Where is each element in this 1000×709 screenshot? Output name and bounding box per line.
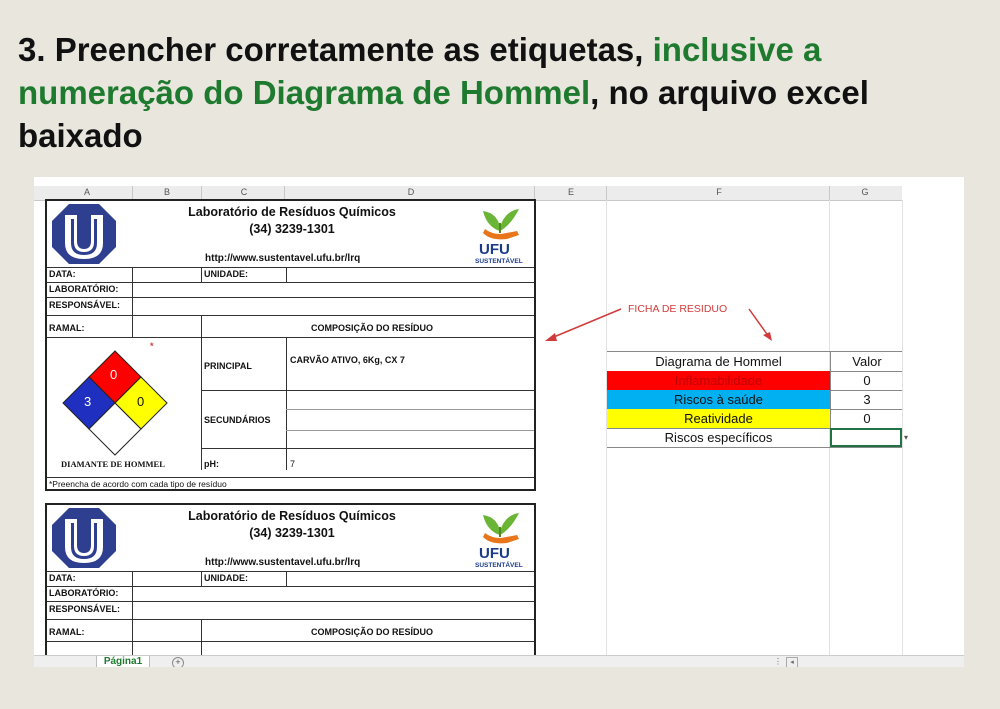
column-header-b[interactable]: B <box>163 187 170 197</box>
column-header-g[interactable]: G <box>861 187 869 197</box>
lab-phone: (34) 3239-1301 <box>249 526 335 540</box>
title-text-part2: , no arquivo excel baixado <box>18 74 869 154</box>
table-row-riscos-especificos <box>607 428 902 448</box>
add-sheet-icon[interactable]: + <box>172 657 184 667</box>
ph-value: 7 <box>290 459 296 469</box>
diamond-blue-value: 3 <box>84 394 92 409</box>
ficha-annotation: FICHA DE RESIDUO <box>628 303 728 315</box>
responsavel-label: RESPONSÁVEL: <box>49 300 121 310</box>
ufu-university-logo <box>51 507 117 569</box>
ramal-label: RAMAL: <box>49 323 85 333</box>
table-row-inflamabilidade <box>607 371 902 391</box>
ufu-logo-subtext: SUSTENTÁVEL <box>475 258 523 265</box>
dropdown-arrow-icon[interactable]: ▾ <box>904 433 909 442</box>
hommel-diamond <box>59 349 174 459</box>
excel-screenshot <box>34 177 964 667</box>
composicao-header: COMPOSIÇÃO DO RESÍDUO <box>310 627 433 637</box>
scroll-dots-icon[interactable]: ⋮ <box>774 657 782 666</box>
lab-url: http://www.sustentavel.ufu.br/lrq <box>205 557 361 568</box>
ufu-logo-subtext: SUSTENTÁVEL <box>475 562 523 569</box>
leaf-hand-icon <box>477 507 523 547</box>
diamond-red-value: 0 <box>110 367 118 382</box>
waste-label-2 <box>45 503 536 663</box>
ufu-logo-text: UFU <box>479 241 510 258</box>
title-text-part1: 3. Preencher corretamente as etiquetas, <box>18 31 653 68</box>
header-valor: Valor <box>830 352 903 371</box>
diamante-label: DIAMANTE DE HOMMEL <box>61 459 165 469</box>
waste-label-1 <box>45 199 536 491</box>
selected-cell-value[interactable] <box>830 428 902 447</box>
diamond-yellow-value: 0 <box>137 394 145 409</box>
laboratorio-label: LABORATÓRIO: <box>49 588 119 598</box>
row-value[interactable]: 0 <box>830 409 903 428</box>
row-value[interactable]: 0 <box>830 371 903 390</box>
data-label: DATA: <box>49 269 76 279</box>
lab-name: Laboratório de Resíduos Químicos <box>188 509 396 523</box>
principal-value: CARVÃO ATIVO, 6Kg, CX 7 <box>290 355 405 365</box>
column-header-f[interactable]: F <box>716 187 722 197</box>
laboratorio-label: LABORATÓRIO: <box>49 284 119 294</box>
row-label[interactable]: Inflamabilidade <box>607 371 830 390</box>
principal-label: PRINCIPAL <box>204 361 252 371</box>
ufu-logo-text: UFU <box>479 545 510 562</box>
title-text-green: inclusive a numeração do Diagrama de Hommel <box>18 31 822 111</box>
ufu-university-logo <box>51 203 117 265</box>
column-header-e[interactable]: E <box>567 187 574 197</box>
secundarios-label: SECUNDÁRIOS <box>204 415 271 425</box>
header-diagrama: Diagrama de Hommel <box>655 354 782 369</box>
row-value[interactable]: 3 <box>830 390 903 409</box>
table-row-riscos-saude <box>607 390 902 410</box>
composicao-header: COMPOSIÇÃO DO RESÍDUO <box>310 323 433 333</box>
hommel-table-header <box>607 351 902 372</box>
row-label[interactable]: Reatividade <box>607 409 830 428</box>
slide-title <box>18 28 978 157</box>
responsavel-label: RESPONSÁVEL: <box>49 604 121 614</box>
lab-url: http://www.sustentavel.ufu.br/lrq <box>205 253 361 264</box>
column-header-c[interactable]: C <box>240 187 248 197</box>
row-label[interactable]: Riscos à saúde <box>607 390 830 409</box>
lab-phone: (34) 3239-1301 <box>249 222 335 236</box>
data-label: DATA: <box>49 573 76 583</box>
sheet-tab-bar <box>34 655 964 667</box>
ramal-label: RAMAL: <box>49 627 85 637</box>
lab-name: Laboratório de Resíduos Químicos <box>188 205 396 219</box>
column-header-d[interactable]: D <box>407 187 415 197</box>
column-header-a[interactable]: A <box>83 187 90 197</box>
scroll-left-icon[interactable]: ◂ <box>786 657 798 667</box>
leaf-hand-icon <box>477 203 523 243</box>
table-row-reatividade <box>607 409 902 429</box>
footnote: *Preencha de acordo com cada tipo de resíduo <box>49 479 227 489</box>
sheet-tab-pagina1[interactable]: Página1 <box>96 656 150 667</box>
asterisk-mark: * <box>150 341 154 351</box>
unidade-label: UNIDADE: <box>204 573 248 583</box>
row-label[interactable]: Riscos específicos <box>664 430 773 445</box>
ph-label: pH: <box>204 459 219 469</box>
unidade-label: UNIDADE: <box>204 269 248 279</box>
